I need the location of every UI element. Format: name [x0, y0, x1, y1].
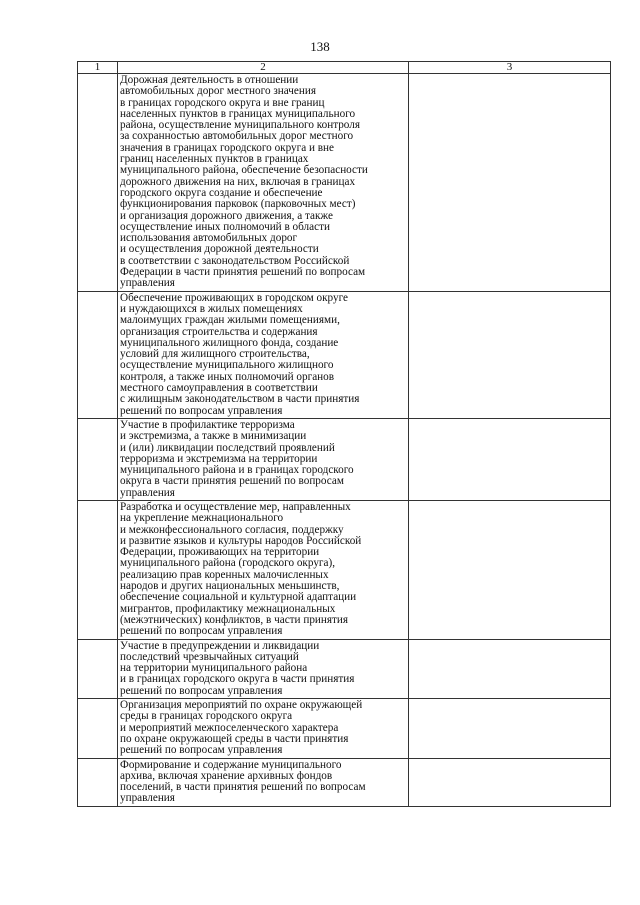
authority-description-cell: [118, 758, 409, 806]
text-line: обеспечение социальной и культурной адаптации: [120, 591, 357, 604]
text-line: контроля, а также иных полномочий органов: [120, 370, 335, 383]
table-row: [78, 291, 611, 418]
text-line: Формирование и содержание муниципального: [120, 758, 342, 771]
text-line: последствий чрезвычайных ситуаций: [120, 650, 299, 663]
text-line: и в границах городского округа в части принятия: [120, 673, 355, 686]
number-cell: [78, 639, 118, 698]
text-line: дорожного движения на них, включая в границах: [120, 175, 356, 188]
text-line: и межконфессионального согласия, поддержку: [120, 523, 344, 536]
text-line: Участие в предупреждении и ликвидации: [120, 639, 320, 652]
text-line: округа в части принятия решений по вопросам: [120, 475, 344, 488]
text-line: муниципального района и в границах городского: [120, 464, 354, 477]
text-line: Федерации в части принятия решений по вопросам: [120, 266, 366, 279]
text-line: и организация дорожного движения, а также: [120, 209, 333, 222]
number-cell: [78, 500, 118, 639]
number-cell: [78, 699, 118, 758]
text-line: и экстремизма, а также в минимизации: [120, 430, 307, 443]
authority-description-cell: [118, 500, 409, 639]
notes-cell: [409, 74, 611, 292]
text-line: функционирования парковок (парковочных мест): [120, 198, 356, 211]
text-line: городского округа создание и обеспечение: [120, 186, 323, 199]
text-line: Участие в профилактике терроризма: [120, 418, 295, 431]
text-line: среды в границах городского округа: [120, 710, 293, 723]
text-line: муниципального района (городского округа),: [120, 557, 335, 570]
table-row: [78, 418, 611, 500]
text-line: за сохранностью автомобильных дорог местного: [120, 130, 354, 143]
table-header-row: [78, 62, 611, 74]
document-table: [77, 61, 611, 807]
text-line: решений по вопросам управления: [120, 684, 283, 697]
text-line: значения в границах городского округа и вне: [120, 141, 335, 154]
authority-description-cell: [118, 699, 409, 758]
notes-cell: [409, 500, 611, 639]
text-line: осуществление муниципального жилищного: [120, 359, 334, 372]
text-line: Разработка и осуществление мер, направленных: [120, 500, 351, 513]
text-line: на территории муниципального района: [120, 662, 308, 675]
text-line: границ населенных пунктов в границах: [120, 153, 309, 166]
column-header: 2: [118, 62, 409, 74]
authority-description-cell: [118, 74, 409, 292]
text-line: осуществление иных полномочий в области: [120, 220, 330, 233]
notes-cell: [409, 291, 611, 418]
text-line: использования автомобильных дорог: [120, 232, 298, 245]
text-line: и мероприятий межпоселенческого характера: [120, 721, 339, 734]
number-cell: [78, 291, 118, 418]
text-line: автомобильных дорог местного значения: [120, 85, 316, 98]
column-header: 1: [78, 62, 118, 74]
text-line: и осуществления дорожной деятельности: [120, 243, 319, 256]
text-line: народов и других национальных меньшинств,: [120, 580, 340, 593]
table-row: [78, 500, 611, 639]
text-line: Обеспечение проживающих в городском округе: [120, 291, 349, 304]
text-line: архива, включая хранение архивных фондов: [120, 769, 333, 782]
text-line: в границах городского округа и вне границ: [120, 96, 325, 109]
text-line: малоимущих граждан жилыми помещениями,: [120, 314, 340, 327]
notes-cell: [409, 418, 611, 500]
text-line: и (или) ликвидации последствий проявлений: [120, 441, 335, 454]
number-cell: [78, 758, 118, 806]
authority-description-cell: [118, 639, 409, 698]
text-line: Дорожная деятельность в отношении: [120, 74, 299, 86]
text-line: условий для жилищного строительства,: [120, 348, 310, 361]
column-header: 3: [409, 62, 611, 74]
table-body: [78, 74, 611, 807]
text-line: муниципального района, обеспечение безопасности: [120, 164, 368, 177]
authority-description-cell: [118, 418, 409, 500]
text-line: организация строительства и содержания: [120, 325, 318, 338]
text-line: реализацию прав коренных малочисленных: [120, 568, 329, 581]
text-line: управления: [120, 277, 175, 290]
text-line: Организация мероприятий по охране окружающей: [120, 699, 363, 712]
text-line: решений по вопросам управления: [120, 404, 283, 417]
text-line: по охране окружающей среды в части принятия: [120, 732, 349, 745]
text-line: управления: [120, 792, 175, 805]
table-row: [78, 639, 611, 698]
text-line: Федерации, проживающих на территории: [120, 546, 320, 559]
text-line: в соответствии с законодательством Российской: [120, 254, 350, 267]
text-line: решений по вопросам управления: [120, 625, 283, 638]
text-line: и нуждающихся в жилых помещениях: [120, 302, 303, 315]
text-line: поселений, в части принятия решений по вопросам: [120, 781, 366, 794]
notes-cell: [409, 699, 611, 758]
number-cell: [78, 74, 118, 292]
number-cell: [78, 418, 118, 500]
text-line: и развитие языков и культуры народов Российской: [120, 534, 362, 547]
text-line: района, осуществление муниципального контроля: [120, 119, 360, 132]
text-line: (межэтнических) конфликтов, в части принятия: [120, 613, 349, 626]
notes-cell: [409, 758, 611, 806]
authority-description-cell: [118, 291, 409, 418]
text-line: муниципального жилищного фонда, создание: [120, 336, 339, 349]
table-row: [78, 758, 611, 806]
text-line: мигрантов, профилактику межнациональных: [120, 602, 336, 615]
table-row: [78, 699, 611, 758]
page-number: 138: [310, 39, 330, 54]
text-line: терроризма и экстремизма на территории: [120, 452, 318, 465]
text-line: местного самоуправления в соответствии: [120, 382, 318, 395]
table-row: [78, 74, 611, 292]
text-line: решений по вопросам управления: [120, 744, 283, 757]
text-line: управления: [120, 486, 175, 499]
text-line: населенных пунктов в границах муниципального: [120, 107, 356, 120]
text-line: на укрепление межнационального: [120, 512, 284, 525]
notes-cell: [409, 639, 611, 698]
text-line: с жилищным законодательством в части принятия: [120, 393, 360, 406]
